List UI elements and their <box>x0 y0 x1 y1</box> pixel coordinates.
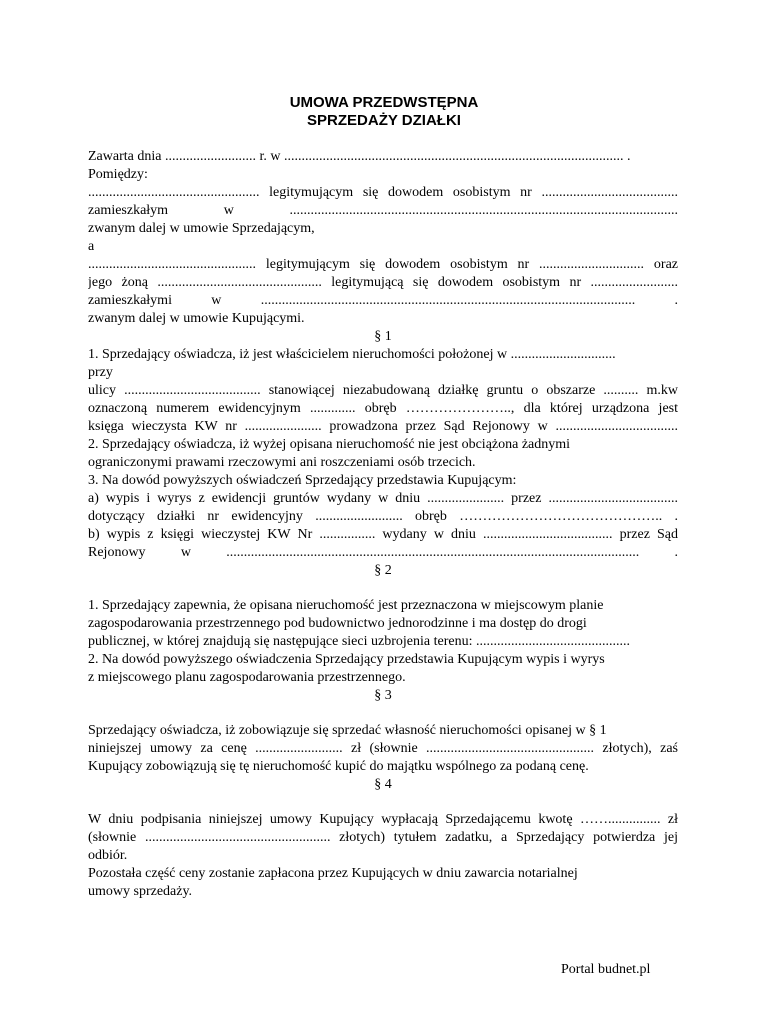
section-2-line: 1. Sprzedający zapewnia, że opisana nieruchomość jest przeznaczona w miejscowym planie <box>88 598 604 613</box>
section-1-line: 1. Sprzedający oświadcza, iż jest właścicielem nieruchomości położonej w .............................. <box>88 347 616 362</box>
between-label: Pomiędzy: <box>88 167 148 182</box>
section-1-line: a) wypis i wyrys z ewidencji gruntów wydany w dniu ...................... przez ..................................... <box>88 491 678 506</box>
section-1-line: ograniczonymi prawami rzeczowymi ani roszczeniami osób trzecich. <box>88 455 476 470</box>
section-1-line: oznaczoną numerem ewidencyjnym ............. obręb ………………….., dla której urządzona jest <box>88 401 678 416</box>
section-3-line: Kupujący zobowiązują się tę nieruchomość kupić do majątku wspólnego za podaną cenę. <box>88 759 589 774</box>
section-1-line: przy <box>88 365 113 380</box>
section-1-line: Rejonowy w ...................................................................................................................... . <box>88 545 678 560</box>
section-2-line: publicznej, w której znajdują się następujące sieci uzbrojenia terenu: ............................................ <box>88 634 630 649</box>
buyer-id-line: ................................................ legitymującym się dowodem osobistym nr .............................. oraz <box>88 257 678 272</box>
section-4-heading: § 4 <box>374 777 392 792</box>
buyer-wife-id-line: jego żoną ............................................... legitymującą się dowodem osobistym nr ......................... <box>88 275 678 290</box>
section-2-line: z miejscowego planu zagospodarowania przestrzennego. <box>88 670 406 685</box>
document-subtitle: SPRZEDAŻY DZIAŁKI <box>307 112 461 129</box>
section-4-line: (słownie ..................................................... złotych) tytułem zadatku, a Sprzedający potwierdza jej <box>88 830 678 845</box>
section-1-heading: § 1 <box>374 329 392 344</box>
buyers-definition-line: zwanym dalej w umowie Kupującymi. <box>88 311 305 326</box>
section-1 <box>88 328 678 562</box>
section-3 <box>88 687 678 776</box>
document-title: UMOWA PRZEDWSTĘPNA <box>289 94 479 111</box>
section-1-line: 2. Sprzedający oświadcza, iż wyżej opisana nieruchomość nie jest obciążona żadnymi <box>88 437 571 452</box>
section-3-heading: § 3 <box>374 688 392 703</box>
section-4-line: umowy sprzedaży. <box>88 884 193 899</box>
seller-id-line: ................................................. legitymującym się dowodem osobistym nr ....................................... <box>88 185 678 200</box>
footer-source: Portal budnet.pl <box>561 962 651 977</box>
seller-address-line: zamieszkałym w ............................................................................................................... <box>88 203 678 218</box>
section-2-line: zagospodarowania przestrzennego pod budownictwo jednorodzinne i ma dostęp do drogi <box>88 616 587 631</box>
section-4-line: Pozostała część ceny zostanie zapłacona przez Kupujących w dniu zawarcia notarialnej <box>88 866 578 881</box>
intro-section <box>88 148 678 328</box>
section-1-line: b) wypis z księgi wieczystej KW Nr ................ wydany w dniu ..................................... przez Sąd <box>88 527 678 542</box>
section-2 <box>88 562 678 687</box>
section-3-line: niniejszej umowy za cenę ......................... zł (słownie ................................................ złotych), zaś <box>88 741 678 756</box>
section-1-line: ulicy ....................................... stanowiącej niezabudowaną działkę gruntu o obszarze .......... m.kw <box>88 383 678 398</box>
section-1-line: 3. Na dowód powyższych oświadczeń Sprzedający przedstawia Kupującym: <box>88 473 517 488</box>
section-4-line: odbiór. <box>88 848 128 863</box>
section-2-heading: § 2 <box>374 563 392 578</box>
buyers-address-line: zamieszkałymi w ........................................................................................................... . <box>88 293 678 308</box>
section-2-line: 2. Na dowód powyższego oświadczenia Sprzedający przedstawia Kupującym wypis i wyrys <box>88 652 605 667</box>
section-4-line: W dniu podpisania niniejszej umowy Kupujący wypłacają Sprzedającemu kwotę ……............... zł <box>88 812 678 827</box>
section-1-line: księga wieczysta KW nr ...................... prowadzona przez Sąd Rejonowy w ................................... <box>88 419 678 434</box>
section-1-line: dotyczący działki nr ewidencyjny ......................... obręb …………………………………….. . <box>88 509 678 524</box>
contract-date-line: Zawarta dnia .......................... r. w ................................................................................................. . <box>88 149 631 164</box>
contract-body <box>88 148 678 901</box>
section-3-line: Sprzedający oświadcza, iż zobowiązuje się sprzedać własność nieruchomości opisanej w § 1 <box>88 723 607 738</box>
and-label: a <box>88 239 95 254</box>
seller-definition-line: zwanym dalej w umowie Sprzedającym, <box>88 221 315 236</box>
section-4 <box>88 776 678 901</box>
